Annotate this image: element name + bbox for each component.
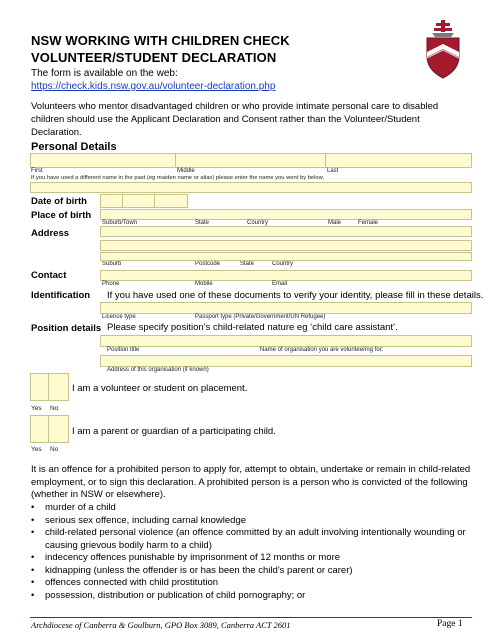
dob-field[interactable] [100,194,188,208]
address-postcode-label: Postcode [195,261,221,267]
form-title-line1: NSW WORKING WITH CHILDREN CHECK [31,33,290,48]
intro-paragraph: Volunteers who mentor disadvantaged children or who provide intimate personal care to disabled children should use the Applicant Declaration and Consent rather than the Volunteer/Student Declaration. [31,101,439,138]
list-item: • serious sex offence, including carnal knowledge [31,515,471,528]
footer-address: Archdiocese of Canberra & Goulburn, GPO Box 3089, Canberra ACT 2601 [31,620,291,630]
address-country-label: Country [272,261,294,267]
contact-label: Contact [31,270,67,281]
parent-no-label: No [50,446,59,453]
volunteer-yes-label: Yes [31,405,42,412]
volunteer-statement: I am a volunteer or student on placement. [72,383,248,394]
organisation-name-label: Name of organisation you are volunteering for: [260,347,384,353]
contact-field[interactable] [100,270,472,281]
female-label: Female [358,220,379,226]
mobile-label: Mobile [195,281,213,287]
parent-yes-label: Yes [31,446,42,453]
identification-field[interactable] [100,302,472,314]
address-label: Address [31,228,70,239]
previous-name-hint: If you have used a different name in the past (eg maiden name or alias) please enter the name you went by below. [31,175,325,181]
volunteer-no-label: No [50,405,59,412]
last-name-label: Last [327,168,339,174]
offence-paragraph: It is an offence for a prohibited person to apply for, attempt to obtain, undertake or remain in child-related employment, or to sign this declaration. A prohibited person is a person who is convicted of the following (whether in NSW or elsewhere). [31,464,471,500]
identification-label: Identification [31,290,91,301]
licence-type-label: Licence type [102,314,136,320]
organisation-address-label: Address of this organisation (if known) [107,367,209,373]
volunteer-yes-no-box[interactable] [30,373,69,401]
pob-suburb-label: Suburb/Town [102,220,138,226]
email-label: Email [272,281,288,287]
address-state-label: State [240,261,255,267]
parent-yes-no-box[interactable] [30,415,69,443]
first-name-label: First [31,168,43,174]
address-line1-field[interactable] [100,226,472,237]
position-title-label: Position title [107,347,140,353]
position-details-label: Position details [31,323,102,334]
form-url-link[interactable]: https://check.kids.nsw.gov.au/volunteer-declaration.php [31,81,276,92]
pob-state-label: State [195,220,210,226]
list-item: • child-related personal violence (an offence committed by an adult involving intentionally wounding or causing grievous bodily harm to a child) [31,527,471,552]
passport-type-label: Passport type (Private/Government/UN Refugee) [195,314,326,320]
address-line2-field[interactable] [100,240,472,251]
list-item: • kidnapping (unless the offender is or has been the child’s parent or carer) [31,565,471,578]
dob-label: Date of birth [31,196,87,207]
page-number: Page 1 [437,619,463,629]
pob-country-label: Country [247,220,269,226]
organisation-address-field[interactable] [100,355,472,367]
pob-field[interactable] [100,209,472,220]
address-suburb-label: Suburb [102,261,122,267]
list-item: • possession, distribution or publication of child pornography; or [31,590,471,603]
archdiocese-crest-icon [418,18,468,80]
position-hint: Please specify position’s child-related nature eg ‘child care assistant’. [107,322,398,333]
parent-statement: I am a parent or guardian of a participating child. [72,426,276,437]
footer-rule [30,617,472,618]
position-field[interactable] [100,335,472,347]
address-line3-field[interactable] [100,252,472,261]
previous-name-field[interactable] [30,182,472,193]
identification-hint: If you have used one of these documents to verify your identity, please fill in these details. [107,290,484,301]
form-title-line2: VOLUNTEER/STUDENT DECLARATION [31,50,277,65]
list-item: • murder of a child [31,502,471,515]
pob-label: Place of birth [31,210,92,221]
list-item: • offences connected with child prostitution [31,577,471,590]
phone-label: Phone [102,281,120,287]
offence-list [31,502,471,602]
middle-name-label: Middle [177,168,195,174]
personal-details-heading: Personal Details [31,141,117,153]
name-field[interactable] [30,153,472,168]
available-text: The form is available on the web: [31,68,178,79]
male-label: Male [328,220,342,226]
list-item: • indecency offences punishable by imprisonment of 12 months or more [31,552,471,565]
